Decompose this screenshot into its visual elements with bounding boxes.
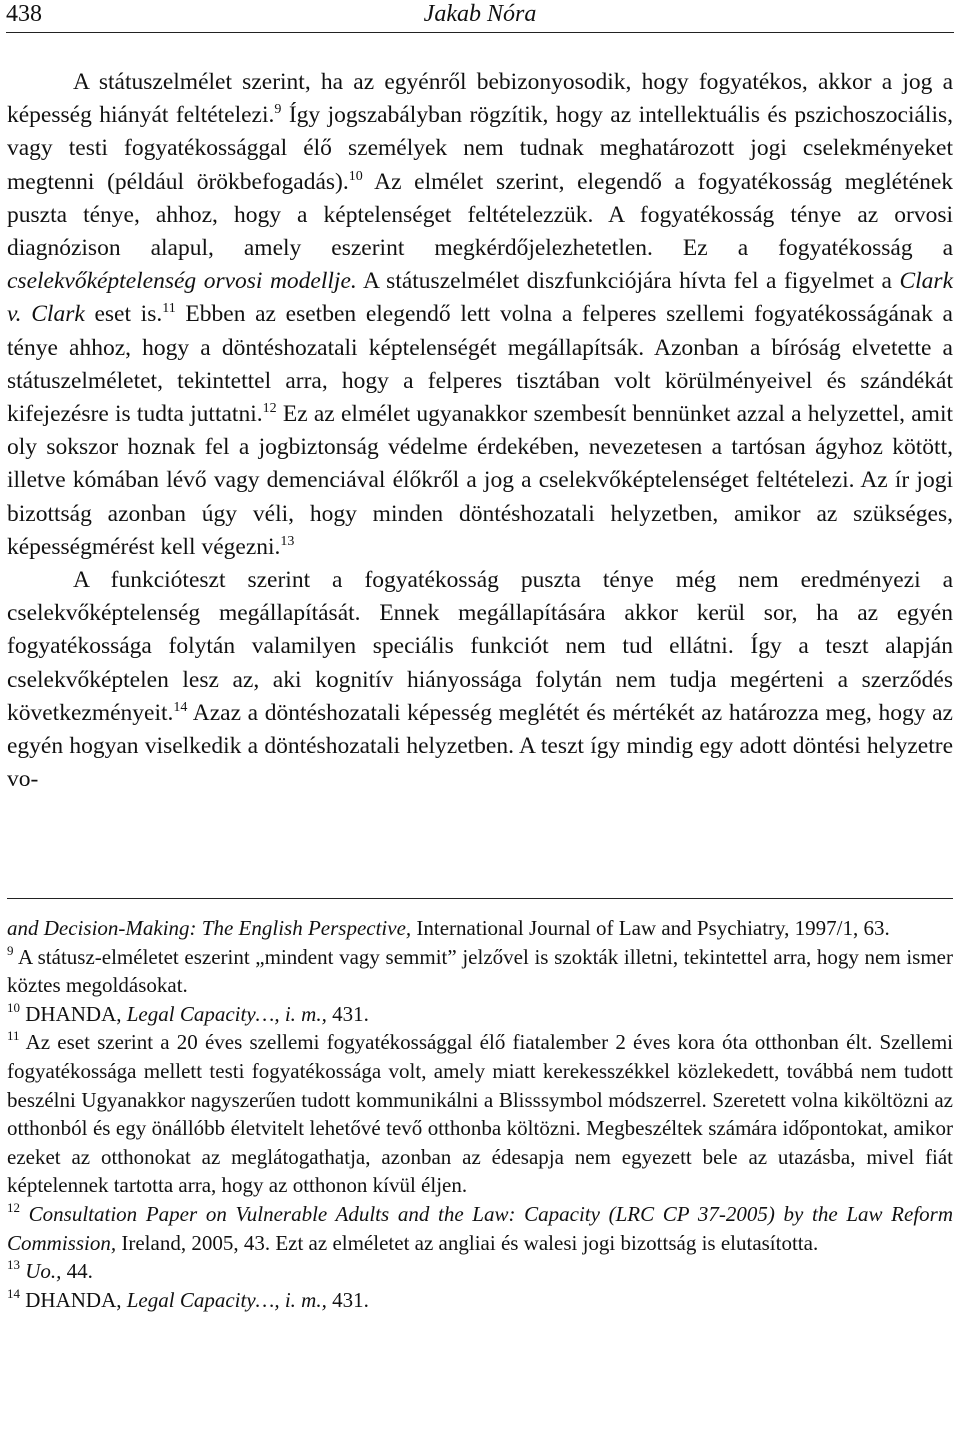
paragraph-function-test: A funkcióteszt szerint a fogyatékosság puszta ténye még nem eredményezi a cselekvőképtelenség megállapítását. Ennek megállapítására akkor kerül sor, ha az egyén fogyatékossága folytán valamilyen speciális funkciót nem tud ellátni. Így a teszt alapján cselekvőképtelen lesz az, aki kognitív hiányossága folytán nem tudja megérteni a szerződés következményeit.$^{14}$ Azaz a döntéshozatali képesség meglétét és mértékét az határozza meg, hogy az egyén hogyan viselkedik a döntéshozatali helyzetben. A teszt így mindig egy adott döntési helyzetre vo- <box>7 567 953 793</box>
page-header <box>6 0 954 33</box>
footnote-12: $^{12}$ Consultation Paper on Vulnerable Adults and the Law: Capacity (LRC CP 37-2005) by the Law Reform Commission, Ireland, 2005, 43. Ezt az elméletet az angliai és walesi jogi bizottság is elutasította. <box>7 1199 953 1255</box>
main-text <box>7 66 953 796</box>
case-name: Clark v. Clark <box>7 268 953 328</box>
footnote-9: $^9$ A státusz-elméletet eszerint „mindent vagy semmit” jelzővel is szokták illetni, tekintettel arra, hogy nem ismer köztes megoldásokat. <box>7 942 953 998</box>
footnote-ref-14[interactable]: 14 <box>173 699 188 715</box>
paragraph-status-theory: A státuszelmélet szerint, ha az egyénről bebizonyosodik, hogy fogyatékos, akkor a jog a képesség hiányát feltételezi.$^9$ Így jogszabályban rögzítik, hogy az intellektuális és pszichoszociális, vagy testi fogyatékossággal élő személyek nem tudnak meghatározott jogi cselekményeket megtenni (például örökbefogadás).$^{10}$ Az elmélet szerint, elegendő a fogyatékosság meglétének puszta ténye, ahhoz, hogy a képtelenséget feltételezzük. A fogyatékosság ténye az orvosi diagnózison alapul, amely eszerint megkérdőjelezhetetlen. Ez a fogyatékosság a cselekvőképtelenség orvosi modellje. A státuszelmélet diszfunkciójára hívta fel a figyelmet a Clark v. Clark eset is.$^{11}$ Ebben az esetben elegendő lett volna a felperes szellemi fogyatékosságának a ténye ahhoz, hogy a döntéshozatali képtelenségét megállapítsák. Azonban a bíróság elvetette a státuszelméletet, tekintettel arra, hogy a felperes tisztában volt körülményeivel és szándékát kifejezésre is tudta juttatni.$^{12}$ Ez az elmélet ugyanakkor szembesít bennünket azzal a helyzettel, amit oly sokszor hoznak fel a jogbiztonság védelme érdekében, nevezetesen a tartósan ágyhoz kötött, illetve kómában lévő vagy demenciával élőkről a jog a cselekvőképtelenséget feltételezi. Az ír jogi bizottság azonban úgy véli, hogy minden döntéshozatali helyzetben, amikor az szükséges, képességmérést kell végezni.$^{13}$ <box>7 69 953 560</box>
footnote-13: $^{13}$ Uo., 44. <box>7 1257 93 1284</box>
footnotes <box>7 914 953 1314</box>
footnote-10: $^{10}$ DHANDA, Legal Capacity…, i. m., 431. <box>7 999 369 1026</box>
footnote-ref-10[interactable]: 10 <box>348 168 363 184</box>
running-head: Jakab Nóra <box>423 1 537 27</box>
footnote-14: $^{14}$ DHANDA, Legal Capacity…, i. m., 431. <box>7 1285 369 1312</box>
footnote-11: $^{11}$ Az eset szerint a 20 éves szellemi fogyatékossággal élő fiatalember 2 éves kora óta otthonban élt. Szellemi fogyatékossága mellett testi fogyatékossága volt, amely miatt kerekesszékkel közlekedett, továbbá nem tudott beszélni Ugyanakkor nagyszerűen tudott kommunikálni a Blisssymbol módszerrel. Szeretett volna kiköltözni az otthonból és egy önállóbb életvitelt lehetővé tevő otthonba költözni. Megbeszéltek számára időpontokat, amikor ezeket az otthonokat az meglátogathatja, azonban az édesapja nem egyezett bele az utazásba, mivel fiát képtelennek tartotta arra, hogy az otthonon kívül éljen. <box>7 1028 953 1198</box>
page-number: 438 <box>6 1 42 27</box>
footnote-ref-12[interactable]: 12 <box>262 401 277 417</box>
footnote-ref-13[interactable]: 13 <box>280 533 295 549</box>
term-medical-model: cselekvőképtelenség orvosi modellje. <box>7 268 357 295</box>
footnote-ref-11[interactable]: 11 <box>162 301 176 317</box>
footnote-ref-9[interactable]: 9 <box>274 102 282 118</box>
footnote-divider <box>7 898 953 899</box>
footnote-continuation: and Decision-Making: The English Perspective, International Journal of Law and Psychiatry, 1997/1, 63. <box>7 916 890 940</box>
